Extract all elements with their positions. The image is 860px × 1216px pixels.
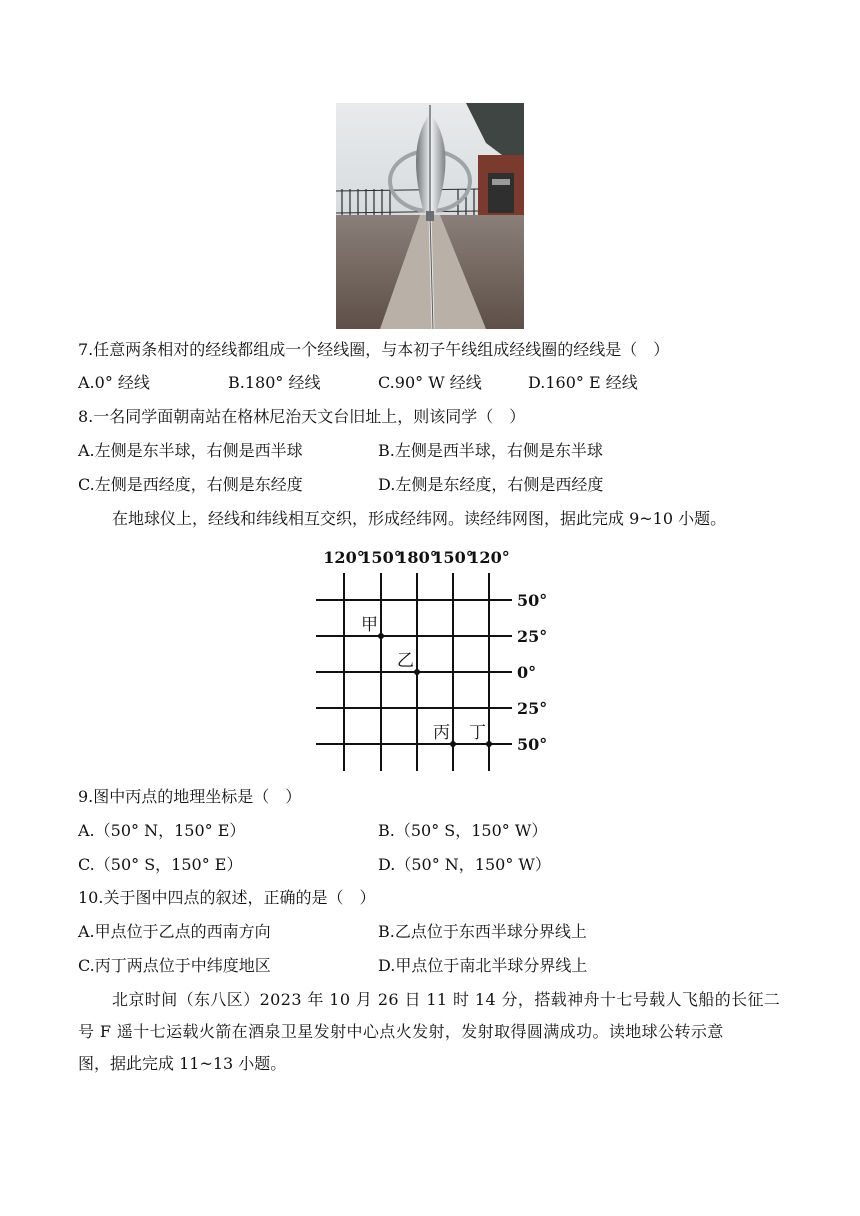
latitude-label: 0°: [517, 663, 537, 682]
q8-option-d: D.左侧是东经度，右侧是西经度: [378, 475, 604, 494]
q7-option-d: D.160° E 经线: [528, 373, 638, 392]
point-label: 乙: [397, 651, 414, 671]
longitude-label: 180°: [396, 548, 438, 567]
q9-option-b: B.（50° S，150° W）: [378, 821, 548, 840]
q10-option-b: B.乙点位于东西半球分界线上: [378, 922, 587, 941]
intro-11-13-line1: 北京时间（东八区）2023 年 10 月 26 日 11 时 14 分，搭载神舟十七号载人飞船的长征二: [112, 990, 781, 1009]
question-8-stem: 8.一名同学面朝南站在格林尼治天文台旧址上，则该同学（ ）: [78, 407, 526, 426]
q10-option-a: A.甲点位于乙点的西南方向: [78, 922, 271, 941]
longitude-label: 150°: [432, 548, 474, 567]
intro-11-13-line2: 号 F 遥十七运载火箭在酒泉卫星发射中心点火发射，发射取得圆满成功。读地球公转示意: [78, 1022, 724, 1041]
latitude-label: 50°: [517, 735, 548, 754]
q9-option-d: D.（50° N，150° W）: [378, 855, 551, 874]
q7-option-b: B.180° 经线: [228, 373, 321, 392]
question-7-stem: 7.任意两条相对的经线都组成一个经线圈，与本初子午线组成经线圈的经线是（ ）: [78, 340, 670, 359]
latitude-label: 25°: [517, 627, 548, 646]
point-label: 丁: [469, 723, 486, 743]
intro-9-10: 在地球仪上，经线和纬线相互交织，形成经纬网。读经纬网图，据此完成 9~10 小题。: [112, 509, 727, 528]
q8-option-a: A.左侧是东半球，右侧是西半球: [78, 441, 303, 460]
q10-option-c: C.丙丁两点位于中纬度地区: [78, 956, 271, 975]
longitude-label: 120°: [323, 548, 365, 567]
point-label: 甲: [361, 615, 378, 635]
point-marker: [414, 669, 420, 675]
question-10-stem: 10.关于图中四点的叙述，正确的是（ ）: [78, 888, 376, 907]
latitude-label: 25°: [517, 699, 548, 718]
q9-option-c: C.（50° S，150° E）: [78, 855, 243, 874]
q8-option-c: C.左侧是西经度，右侧是东经度: [78, 475, 303, 494]
q9-option-a: A.（50° N，150° E）: [78, 821, 246, 840]
q7-option-c: C.90° W 经线: [378, 373, 482, 392]
meridian-photo: [336, 103, 524, 329]
longitude-label: 120°: [468, 548, 510, 567]
question-9-stem: 9.图中丙点的地理坐标是（ ）: [78, 787, 302, 806]
q8-option-b: B.左侧是西半球，右侧是东半球: [378, 441, 603, 460]
q7-option-a: A.0° 经线: [78, 373, 150, 392]
point-marker: [378, 633, 384, 639]
lat-lon-grid-diagram: [312, 543, 552, 775]
intro-11-13-line3: 图，据此完成 11~13 小题。: [78, 1054, 287, 1073]
point-marker: [486, 741, 492, 747]
point-marker: [450, 741, 456, 747]
point-label: 丙: [433, 723, 450, 743]
q10-option-d: D.甲点位于南北半球分界线上: [378, 956, 588, 975]
longitude-label: 150°: [360, 548, 402, 567]
latitude-label: 50°: [517, 591, 548, 610]
